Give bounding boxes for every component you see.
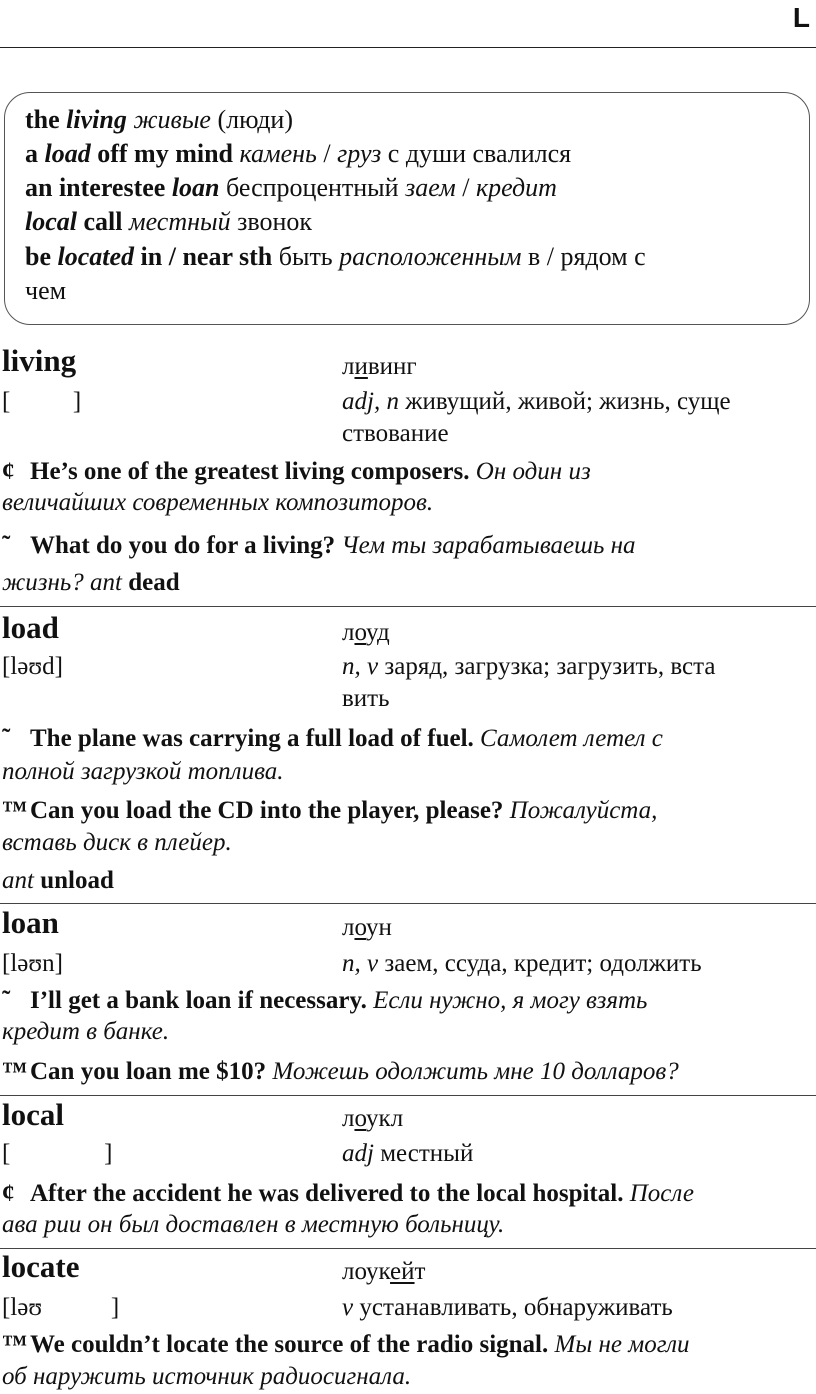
phrase-fragment: живые — [126, 105, 211, 134]
example-living-2: ˜ What do you do for a living? Чем ты зарабатываешь на — [2, 532, 636, 559]
phrase-fragment: an interestee — [25, 173, 172, 202]
phrase-fragment: камень — [233, 139, 317, 168]
phrase-fragment: loan — [171, 173, 220, 202]
definition-living-cont: ствование — [342, 420, 449, 447]
phrase-fragment: звонок — [230, 207, 313, 236]
entry-divider — [0, 903, 816, 904]
example-loan-1: ˜ I’ll get a bank loan if necessary. Если нужно, я могу взять — [2, 987, 648, 1014]
phrase-line — [25, 171, 557, 205]
definition-locate: v устанавливать, обнаруживать — [342, 1294, 673, 1321]
transliteration-load: лоуд — [342, 619, 390, 646]
definition-local: adj местный — [342, 1140, 474, 1167]
definition-loan: n, v заем, ссуда, кредит; одолжить — [342, 950, 702, 977]
phrase-fragment: in / near sth — [134, 242, 273, 271]
example-load-1-cont: полной загрузкой топлива. — [2, 758, 284, 785]
example-local-1-cont: ава рии он был доставлен в местную больницу. — [2, 1211, 505, 1238]
ipa-local: [ ] — [2, 1140, 113, 1167]
phrase-fragment: call — [77, 207, 123, 236]
definition-load: n, v заряд, загрузка; загрузить, вста — [342, 653, 716, 680]
headword-load: load — [2, 610, 59, 645]
phrase-line — [25, 137, 571, 171]
phrase-line — [25, 205, 312, 239]
phrase-fragment: / — [316, 139, 338, 168]
definition-load-cont: вить — [342, 685, 390, 712]
header-rule — [0, 47, 816, 48]
example-locate-1: ™ We couldn’t locate the source of the radio signal. Мы не могли — [2, 1331, 690, 1358]
headword-living: living — [2, 343, 77, 378]
phrase-fragment: расположенным — [339, 242, 522, 271]
phrase-fragment: в / рядом с — [521, 242, 646, 271]
entry-divider — [0, 1248, 816, 1249]
phrase-fragment: located — [57, 242, 135, 271]
page-letter: L — [792, 2, 810, 33]
example-load-2: ™ Can you load the CD into the player, please? Пожалуйста, — [2, 797, 658, 824]
phrase-line — [25, 103, 293, 137]
example-locate-1-cont: об наружить источник радиосигнала. — [2, 1363, 412, 1390]
phrase-fragment: living — [66, 105, 127, 134]
phrase-fragment: a — [25, 139, 45, 168]
antonym-load: ant unload — [2, 867, 114, 894]
example-load-2-cont: вставь диск в плейер. — [2, 829, 232, 856]
phrase-fragment: беспроцентный — [219, 173, 406, 202]
phrase-fragment: / — [455, 173, 476, 202]
entry-divider — [0, 1095, 816, 1096]
headword-local: local — [2, 1097, 64, 1132]
example-load-1: ˜ The plane was carrying a full load of fuel. Самолет летел с — [2, 725, 663, 752]
transliteration-local: лоукл — [342, 1105, 404, 1132]
phrase-line — [25, 274, 66, 308]
phrase-fragment: местный — [122, 207, 231, 236]
example-loan-1-cont: кредит в банке. — [2, 1018, 170, 1045]
entry-divider — [0, 606, 816, 607]
phrase-fragment: быть — [272, 242, 340, 271]
phrase-fragment: кредит — [475, 173, 557, 202]
ipa-locate: [ləʊ ] — [2, 1294, 120, 1321]
example-local-1: ¢ After the accident he was delivered to the local hospital. После — [2, 1180, 694, 1207]
phrase-fragment: с души свалился — [381, 139, 572, 168]
ipa-load: [ləʊd] — [2, 653, 63, 680]
transliteration-living: ливинг — [342, 353, 417, 380]
headword-loan: loan — [2, 905, 59, 940]
phrase-fragment: local — [25, 207, 77, 236]
example-loan-2: ™ Can you loan me $10? Можешь одолжить мне 10 долларов? — [2, 1058, 679, 1085]
definition-living: adj, n живущий, живой; жизнь, суще — [342, 388, 731, 415]
phrase-fragment: be — [25, 242, 58, 271]
phrase-fragment: (люди) — [210, 105, 294, 134]
headword-locate: locate — [2, 1249, 80, 1284]
ipa-loan: [ləʊn] — [2, 950, 63, 977]
example-living-1: ¢ He’s one of the greatest living composers. Он один из — [2, 458, 591, 485]
example-living-1-cont: величайших современных композиторов. — [2, 489, 434, 516]
example-living-2-cont: жизнь? ant dead — [2, 569, 180, 596]
phrase-fragment: the — [25, 105, 67, 134]
phrase-fragment: load — [44, 139, 91, 168]
phrase-fragment: груз — [337, 139, 382, 168]
phrase-line — [25, 240, 646, 274]
transliteration-loan: лоун — [342, 914, 392, 941]
phrase-fragment: off my mind — [90, 139, 234, 168]
phrase-fragment: заем — [405, 173, 456, 202]
ipa-living: [ ] — [2, 388, 82, 415]
phrase-fragment: чем — [25, 276, 67, 305]
transliteration-locate: лоукейт — [342, 1258, 426, 1285]
